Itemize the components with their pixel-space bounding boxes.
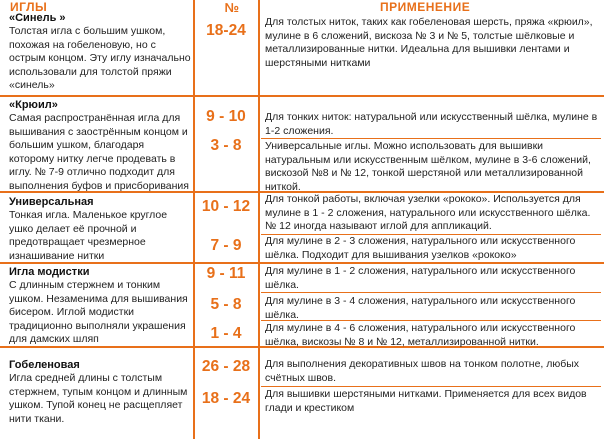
row-divider-1 — [0, 95, 604, 97]
needle-size-milliner-3: 1 - 4 — [210, 325, 242, 342]
needle-use-crewel-2: Универсальные иглы. Можно использовать для вышивки натуральным или искусственным шёлком, мулине в 3-6 сложений, вискозой №8 и № 12, тонкой шерстяной или металлизированной ниткой. — [265, 140, 591, 193]
needle-size-chenille-1: 18-24 — [206, 22, 246, 39]
needle-size-crewel-2: 3 - 8 — [210, 137, 242, 154]
column-divider-1 — [193, 0, 195, 439]
needle-size-universal-1: 10 - 12 — [201, 198, 251, 215]
needle-use-chenille-1: Для толстых ниток, таких как гобеленовая шерсть, пряжа «крюил», мулине в 6 сложений, вискоза № 3 и № 5, толстые шёлковые и металлизированные нитки. Идеальна для вышивки лентами и шерстяными нитками — [265, 16, 593, 69]
needle-name-universal: Универсальная — [9, 196, 94, 208]
needle-size-milliner-1: 9 - 11 — [206, 265, 246, 282]
subrow-divider — [261, 292, 601, 293]
needle-desc-crewel: Самая распространённая игла для вышивания с заострённым концом и большим ушком, благодаря которому нитку легче продевать в иглу. № 7-9 отлично подходит для выполнения буфов и присборивания — [9, 112, 189, 192]
header-needles: ИГЛЫ — [10, 0, 48, 14]
needle-use-milliner-3: Для мулине в 4 - 6 сложения, натурального или искусственного шёлка, вискозы № 8 и № 12, металлизированной нитки. — [265, 322, 576, 348]
subrow-divider — [261, 320, 601, 321]
column-divider-2 — [258, 0, 260, 439]
subrow-divider — [261, 138, 601, 139]
needle-name-crewel: «Крюил» — [9, 99, 58, 111]
needle-use-tapestry-1: Для выполнения декоративных швов на тонком полотне, любых счётных швов. — [265, 358, 580, 384]
needle-desc-universal: Тонкая игла. Маленькое круглое ушко делает её прочной и предотвращает чрезмерное изнашивание нитки — [9, 209, 168, 262]
needle-use-tapestry-2: Для вышивки шерстяными нитками. Применяется для всех видов глади и крестиком — [265, 388, 587, 414]
needle-desc-milliner: С длинным стержнем и тонким ушком. Незаменима для вышивания бисером. Иглой модистки традиционно выполняли украшения для дамских шляп — [9, 279, 188, 345]
needle-size-crewel-1: 9 - 10 — [206, 108, 246, 125]
header-usage: ПРИМЕНЕНИЕ — [380, 0, 471, 14]
header-number: № — [224, 0, 240, 15]
needle-use-universal-2: Для мулине в 2 - 3 сложения, натурального или искусственного шёлка. Подходит для вышивания узелков «рококо» — [265, 235, 576, 261]
needle-use-universal-1: Для тонкой работы, включая узелки «рококо». Используется для мулине в 1 - 2 сложения, натурального или искусственного шёлка. № 12 иногда называют иглой для аппликаций. — [265, 193, 591, 232]
needle-use-milliner-2: Для мулине в 3 - 4 сложения, натурального или искусственного шёлка. — [265, 295, 576, 321]
needle-use-milliner-1: Для мулине в 1 - 2 сложения, натурального или искусственного шёлка. — [265, 265, 576, 291]
needle-name-chenille: «Синель » — [9, 12, 66, 24]
needle-size-tapestry-2: 18 - 24 — [201, 390, 251, 407]
needle-size-tapestry-1: 26 - 28 — [201, 358, 251, 375]
needle-desc-chenille: Толстая игла с большим ушком, похожая на гобеленовую, но с острым концом. Эту иглу изначально использовали для толстой пряжи «синель» — [9, 25, 191, 91]
needle-name-milliner: Игла модистки — [9, 266, 90, 278]
needle-desc-tapestry: Игла средней длины с толстым стержнем, тупым концом и длинным ушком. Тупой конец не расщепляет нити ткани. — [9, 372, 188, 425]
needle-size-universal-2: 7 - 9 — [210, 237, 242, 254]
needle-size-milliner-2: 5 - 8 — [210, 296, 242, 313]
needle-name-tapestry: Гобеленовая — [9, 359, 80, 371]
subrow-divider — [261, 386, 601, 387]
needle-use-crewel-1: Для тонких ниток: натуральной или искусственный шёлка, мулине в 1-2 сложения. — [265, 111, 598, 137]
